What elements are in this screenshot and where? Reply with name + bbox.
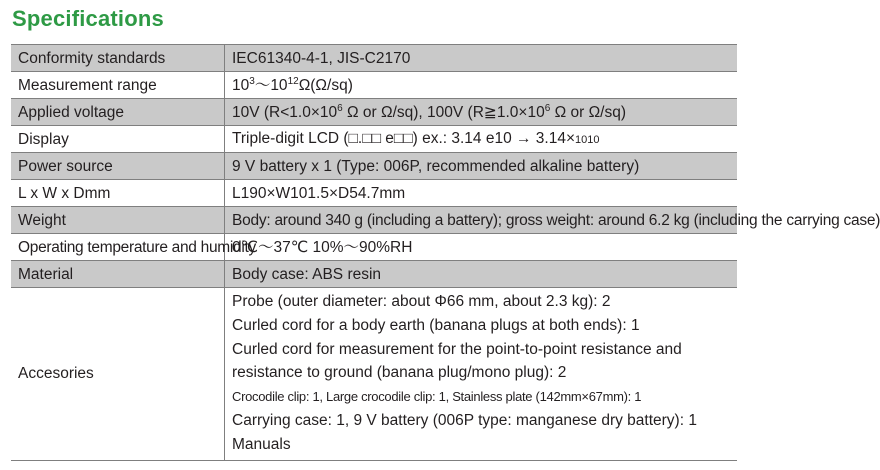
- row-value-measurement-range: [225, 72, 738, 99]
- row-value-weight: Body: around 340 g (including a battery); gross weight: around 6.2 kg (including the carrying case): [225, 207, 738, 234]
- row-label-display: Display: [11, 126, 225, 153]
- table-row: [11, 180, 737, 207]
- row-value-operating-conditions: 0℃〜37℃ 10%〜90%RH: [225, 234, 738, 261]
- row-value-power-source: 9 V battery x 1 (Type: 006P, recommended alkaline battery): [225, 153, 738, 180]
- table-row: [11, 207, 737, 234]
- row-value-material: Body case: ABS resin: [225, 261, 738, 288]
- value-part: Ω or Ω/sq), 100V (R≧1.0×10: [342, 103, 545, 121]
- value-part: 10V (R<1.0×10: [232, 103, 338, 121]
- row-label-applied-voltage: Applied voltage: [11, 99, 225, 126]
- row-label-dimensions: L x W x Dmm: [11, 180, 225, 207]
- table-row: [11, 153, 737, 180]
- row-value-dimensions: L190×W101.5×D54.7mm: [225, 180, 738, 207]
- value-superscript: 6: [544, 102, 551, 114]
- table-row: [11, 261, 737, 288]
- value-small-part: 1010: [575, 133, 600, 146]
- list-item: resistance to ground (banana plug/mono plug): 2: [232, 364, 567, 382]
- page-title: Specifications: [12, 6, 164, 31]
- row-value-display: [225, 126, 738, 153]
- table-row: [11, 234, 737, 261]
- value-part: Ω(Ω/sq): [298, 76, 353, 94]
- row-value-accessories: [225, 288, 738, 461]
- row-label-power-source: Power source: [11, 153, 225, 180]
- row-label-accessories: Accesories: [11, 288, 225, 461]
- list-item: Curled cord for a body earth (banana plugs at both ends): 1: [232, 316, 640, 334]
- row-label-conformity-standards: Conformity standards: [11, 45, 225, 72]
- value-part: 10: [232, 76, 250, 94]
- value-superscript: 12: [287, 75, 299, 87]
- row-label-measurement-range: Measurement range: [11, 72, 225, 99]
- list-item: Manuals: [232, 435, 291, 453]
- value-part: 〜10: [254, 76, 288, 94]
- row-label-material: Material: [11, 261, 225, 288]
- row-value-applied-voltage: [225, 99, 738, 126]
- list-item: Probe (outer diameter: about Φ66 mm, about 2.3 kg): 2: [232, 293, 611, 310]
- value-part: Triple-digit LCD (□.□□ e□□) ex.: 3.14 e10 → 3.14×: [232, 129, 576, 147]
- specifications-table: [11, 44, 880, 461]
- value-superscript: 6: [337, 102, 343, 114]
- table-row: [11, 99, 737, 126]
- table-row: [11, 288, 737, 461]
- value-part: Ω or Ω/sq): [550, 103, 626, 121]
- table-row: [11, 126, 737, 153]
- row-label-operating-conditions: Operating temperature and humidity: [11, 234, 225, 261]
- list-item: Curled cord for measurement for the point-to-point resistance and: [232, 340, 682, 358]
- row-label-weight: Weight: [11, 207, 225, 234]
- row-value-conformity-standards: IEC61340-4-1, JIS-C2170: [225, 45, 738, 72]
- table-row: [11, 45, 737, 72]
- list-item: Carrying case: 1, 9 V battery (006P type: manganese dry battery): 1: [232, 411, 697, 429]
- table-row: [11, 72, 737, 99]
- value-superscript: 3: [249, 75, 255, 87]
- list-item: Crocodile clip: 1, Large crocodile clip: 1, Stainless plate (142mm×67mm): 1: [232, 389, 642, 405]
